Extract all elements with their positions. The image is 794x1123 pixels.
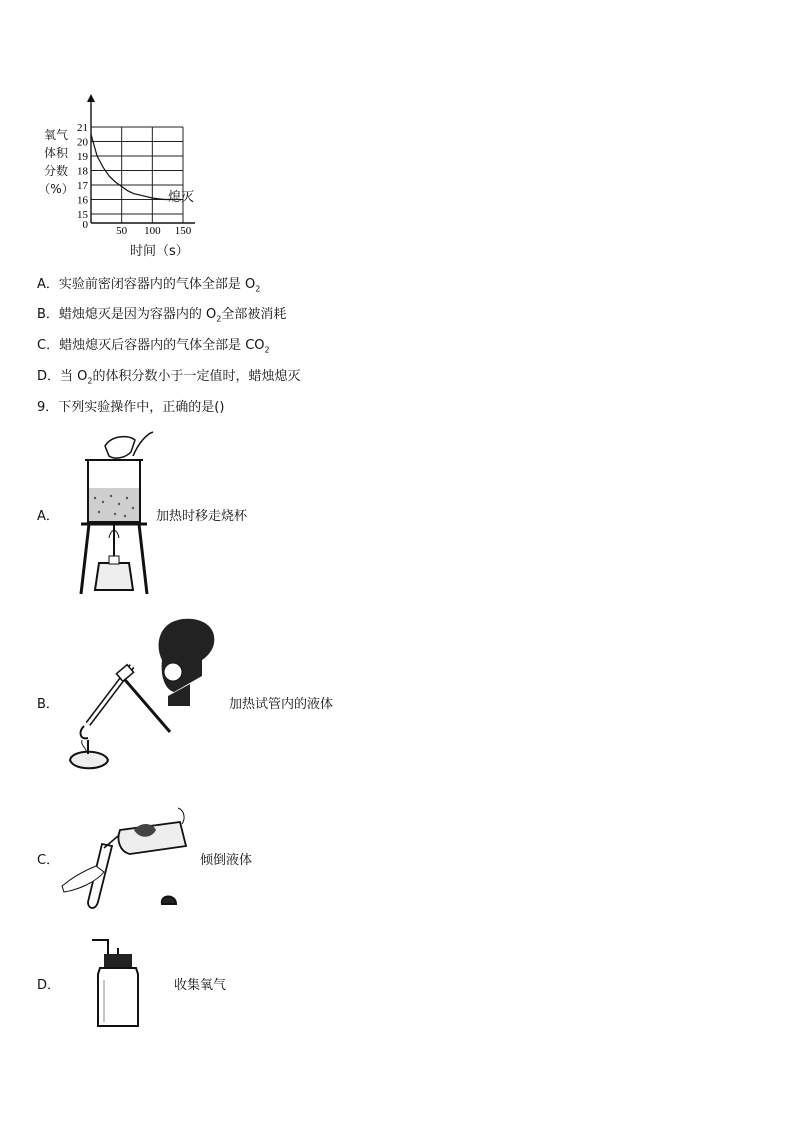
q9-option-d-letter: D． xyxy=(37,978,61,993)
q9-option-a-caption: 加热时移走烧杯 xyxy=(156,509,248,524)
oxygen-chart xyxy=(70,92,205,257)
pouring-liquid-image xyxy=(60,800,200,915)
series-line-oxygen xyxy=(91,134,171,199)
x-tick-label: 100 xyxy=(144,225,161,237)
beaker-on-tripod-image xyxy=(75,428,155,598)
q9-stem: 9．下列实验操作中，正确的是() xyxy=(37,400,225,415)
chart-y-label-line-1: 氧气 xyxy=(43,128,68,142)
y-tick-label: 18 xyxy=(77,165,88,178)
x-tick-labels xyxy=(116,225,192,237)
q9-option-b-letter: B． xyxy=(37,697,59,712)
x-tick-label: 50 xyxy=(116,225,128,237)
q9-option-c-letter: C． xyxy=(37,853,60,868)
q9-option-c-caption: 倾倒液体 xyxy=(200,853,253,868)
y-tick-label: 19 xyxy=(77,151,88,163)
y-tick-label: 16 xyxy=(77,194,88,207)
chart-y-label-line-4: （%） xyxy=(38,182,74,196)
chart-y-label-line-3: 分数 xyxy=(43,164,68,178)
y-axis-arrow xyxy=(87,94,95,102)
y-tick-label: 0 xyxy=(82,219,88,231)
q8-option-d: D．当 $O_2$的体积分数小于一定值时，蜡烛熄灭 xyxy=(37,369,301,386)
q8-option-c: C．蜡烛熄灭后容器内的气体全部是 $CO_2$ xyxy=(37,338,270,355)
chart-x-label: 时间（s） xyxy=(130,244,189,259)
q8-option-a: A．实验前密闭容器内的气体全部是 $O_2$ xyxy=(37,277,261,294)
y-tick-label: 20 xyxy=(77,136,88,149)
q9-option-a-letter: A． xyxy=(37,509,59,524)
chart-annotation: 熄灭 xyxy=(168,190,195,205)
chart-grid xyxy=(91,127,183,223)
x-tick-label: 150 xyxy=(174,225,192,237)
chart-y-label-line-2: 体积 xyxy=(43,146,68,160)
q9-option-d-caption: 收集氧气 xyxy=(174,978,227,993)
chart-y-label xyxy=(38,126,74,198)
y-tick-label: 15 xyxy=(77,209,88,221)
y-tick-label: 21 xyxy=(77,122,88,134)
q9-option-b-caption: 加热试管内的液体 xyxy=(229,697,334,712)
gas-bottle-image xyxy=(88,934,148,1030)
heating-test-tube-image xyxy=(62,614,227,779)
y-tick-labels xyxy=(77,122,89,231)
q8-option-b: B．蜡烛熄灭是因为容器内的 $O_2$全部被消耗 xyxy=(37,307,287,324)
y-tick-label: 17 xyxy=(77,180,88,192)
